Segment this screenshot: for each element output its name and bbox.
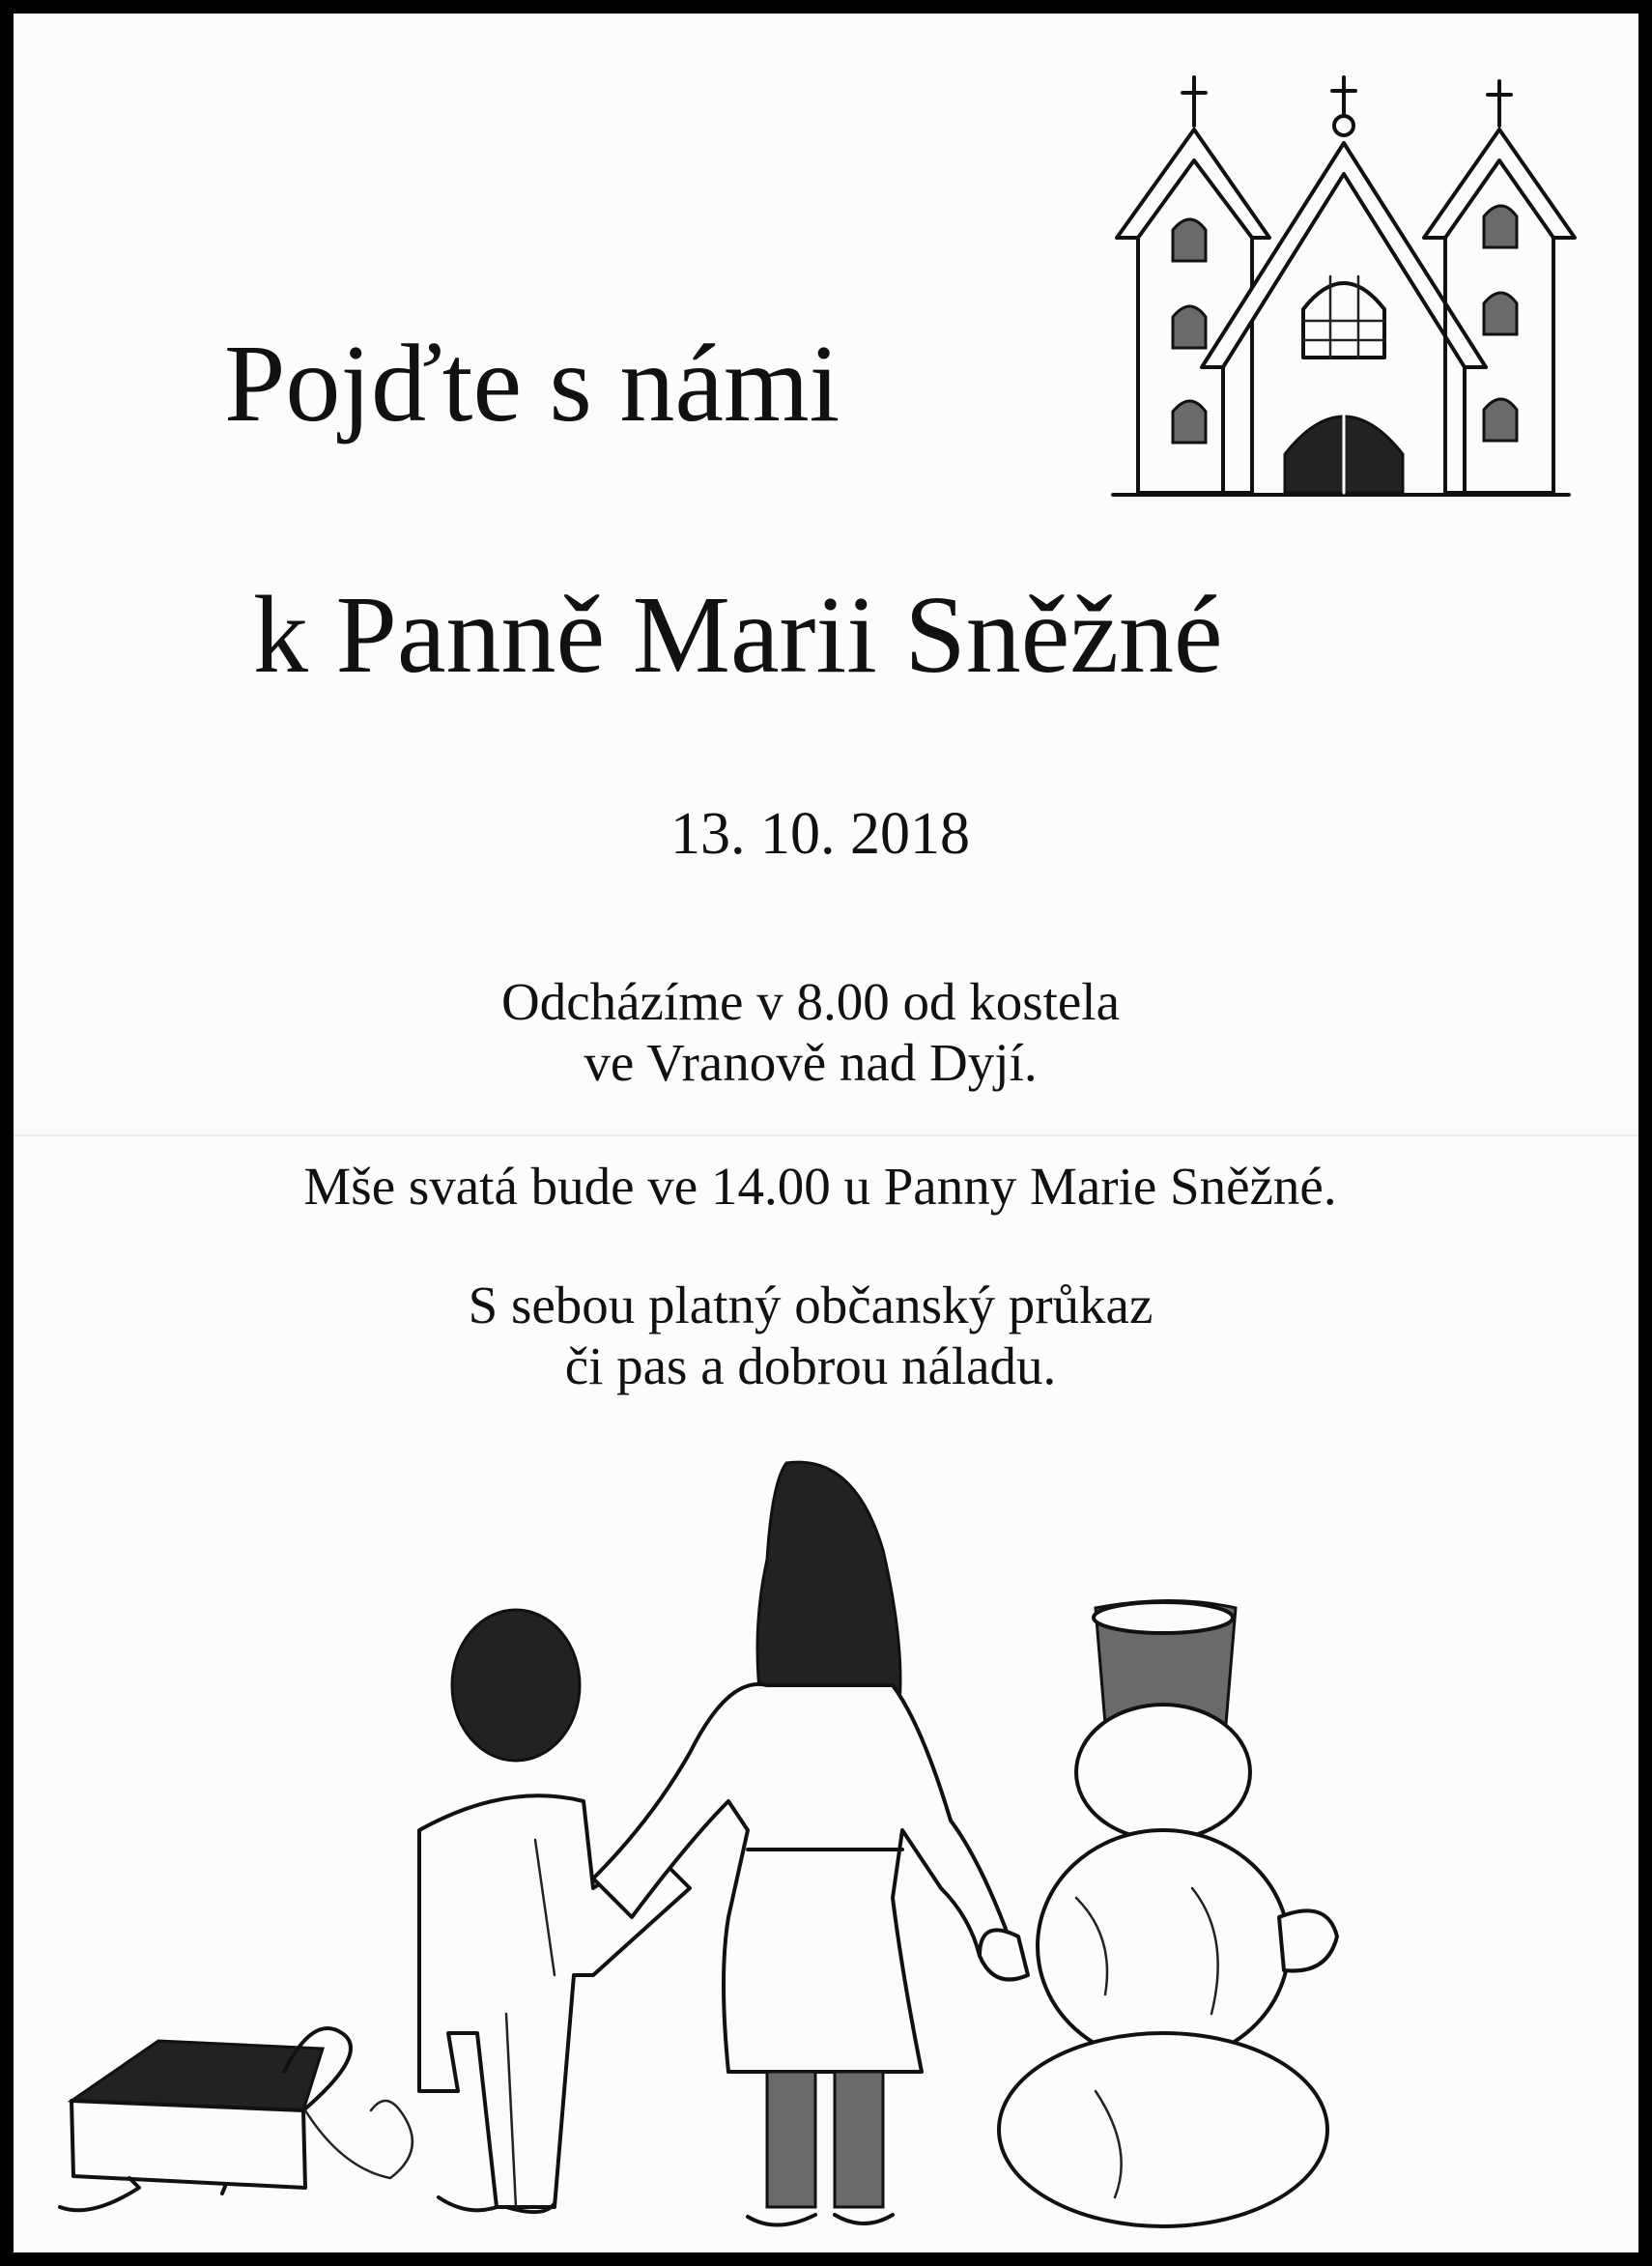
mass-info: Mše svatá bude ve 14.00 u Panny Marie Sněžné. (303, 1157, 1337, 1216)
bring-info (361, 1276, 1260, 1396)
poster-sheet (14, 14, 1638, 2252)
departure-line-1: Odcházíme v 8.00 od kostela (501, 972, 1120, 1031)
bring-line-1: S sebou platný občanský průkaz (468, 1276, 1154, 1334)
event-date: 13. 10. 2018 (670, 801, 970, 867)
fold-line (14, 1134, 1638, 1136)
departure-line-2: ve Vranově nad Dyjí. (584, 1032, 1038, 1092)
title-line-2: k Panně Marii Sněžné (253, 573, 1223, 696)
bring-line-2: či pas a dobrou náladu. (564, 1335, 1057, 1395)
family-snowman-drawing-icon (52, 1434, 1424, 2236)
church-drawing-icon (1105, 68, 1569, 512)
departure-info (390, 972, 1231, 1093)
title-line-1: Pojďte s námi (224, 322, 840, 445)
